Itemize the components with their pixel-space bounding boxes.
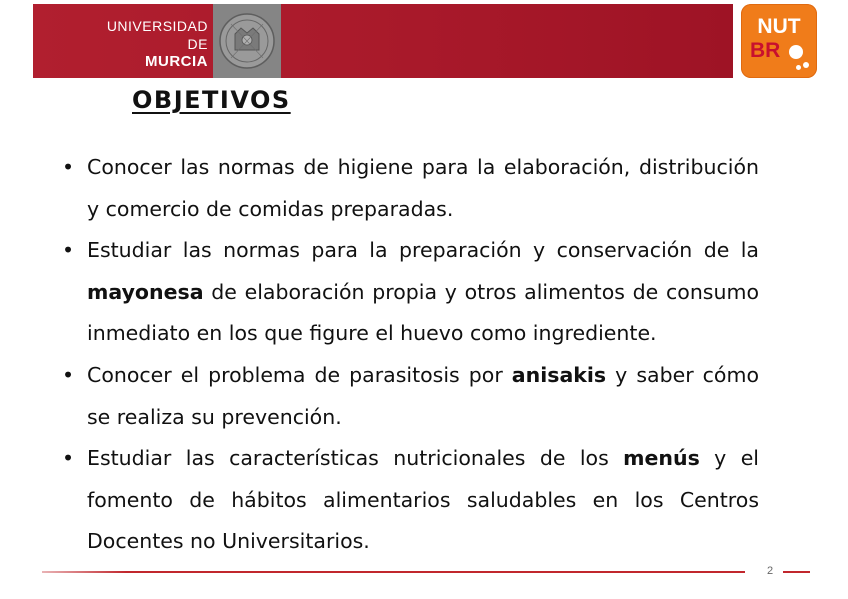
objective-item [62,355,759,438]
objective-text: Estudiar las normas para la preparación y conservación de la [87,238,759,263]
nutbro-logo-line1: NUT [757,15,801,38]
logo-dot-icon [803,62,809,68]
objective-text: de elaboración propia y otros alimentos de consumo inmediato en los que figure el huevo como ingrediente. [87,279,759,346]
objective-text: Estudiar las características nutricionales de los [87,446,624,471]
logo-dot-icon [796,65,801,70]
footer-rule [42,571,745,573]
objective-keyword: menús [623,446,700,471]
university-name-line2: MURCIA [145,53,208,70]
objective-text: y saber cómo se realiza su prevención. [87,362,759,429]
university-name [88,17,208,71]
objective-item [62,438,759,563]
university-seal [213,4,281,78]
objective-keyword: mayonesa [87,279,204,304]
objective-keyword: anisakis [511,362,607,387]
objective-item [62,147,759,230]
university-name-line1: UNIVERSIDAD DE [106,18,208,52]
objective-text: Conocer las normas de higiene para la elaboración, distribución y comercio de comidas preparadas. [87,155,759,221]
seal-icon [213,4,281,78]
objective-item [62,230,759,355]
objective-text: y el fomento de hábitos alimentarios saludables en los Centros Docentes no Universitarios. [87,446,759,554]
objectives-list [62,147,759,563]
nutbro-logo [741,4,817,78]
objective-text: Conocer el problema de parasitosis por [87,362,512,387]
footer-dash [783,571,810,573]
logo-ball-icon [789,45,803,59]
slide-title: OBJETIVOS [132,86,291,114]
nutbro-logo-line2: BR [750,39,781,62]
page-number: 2 [767,565,774,577]
